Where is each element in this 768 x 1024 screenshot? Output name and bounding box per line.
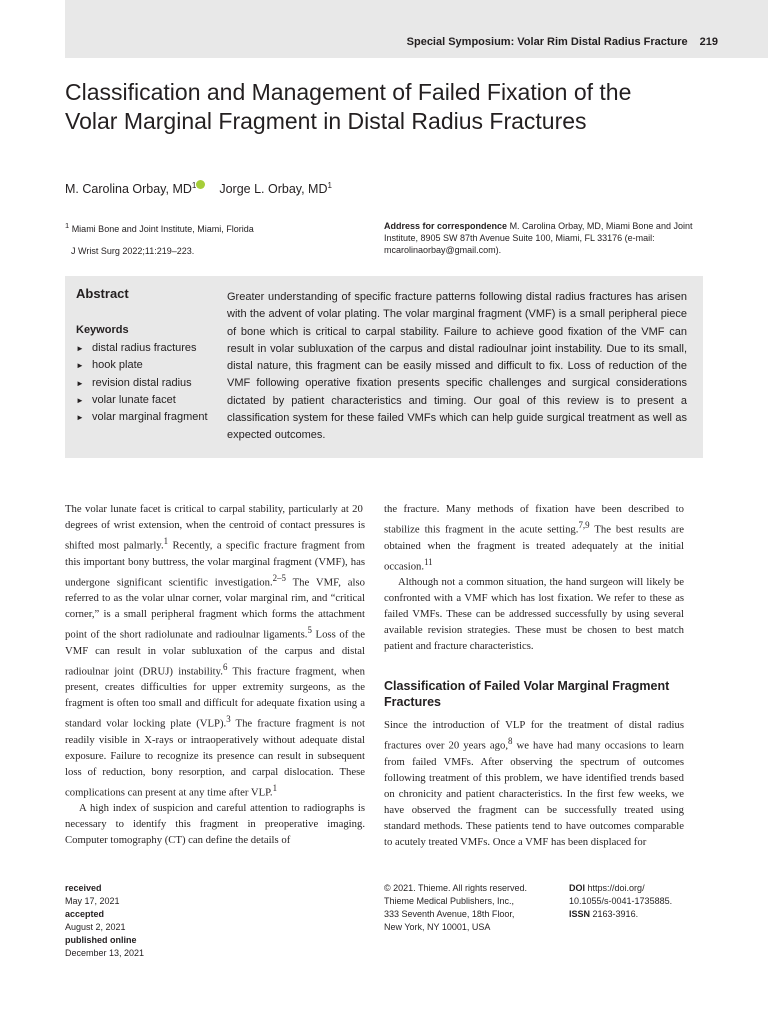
publisher-line: Thieme Medical Publishers, Inc., [384,896,515,906]
publisher-line: New York, NY 10001, USA [384,922,491,932]
reference-mark[interactable]: 1 [272,782,278,793]
section-heading: Classification of Failed Volar Marginal Fragment Fractures [384,679,670,709]
accepted-date: August 2, 2021 [65,922,126,932]
body-column-right-lower [384,717,684,850]
article-dates [65,882,144,960]
doi-link[interactable]: https://doi.org/ [587,883,645,893]
text-run: Recently, a specific fracture fragment from this important bony buttress, the volar marginal fragment (VMF), has undergone significant scientific investigation. [65,539,365,589]
doi-info [569,882,672,921]
text-run: The VMF, also referred to as the volar ulnar corner, volar marginal rim, and “critical corner,” is a small peripheral fragment which forms the attachment point of the short radiolunate and radioulnar ligaments. [65,576,365,641]
keywords-heading: Keywords [76,324,129,336]
keywords-list [76,340,216,426]
issn-value: 2163-3916. [592,909,639,919]
keyword-item: ► hook plate [76,357,216,374]
correspondence-text: M. Carolina Orbay, MD, Miami Bone and Joint Institute, 8905 SW 87th Avenue Suite 100, Miami, FL 33176 (e-mail: mcarolinaorbay@gmail.com). [384,221,693,255]
keyword-item: ► volar marginal fragment [76,409,216,426]
reference-mark[interactable]: 3 [226,714,231,725]
text-run: This fracture fragment, when present, creates difficulties for upper extremity surgeons, as the fragment is often too small and difficult for adequate fixation using a standard volar locking plate (VLP). [65,665,365,730]
text-run: Loss of the VMF can result in volar subluxation of the carpus and distal radioulnar joint (DRUJ) instability. [65,628,365,678]
orcid-icon[interactable] [196,180,205,189]
body-paragraph [65,501,365,800]
text-run: we have had many occasions to learn from failed VMFs. After observing the spectrum of outcomes following treatment of this problem, we have identified trends based on chronicity and patient characteristics. In the first few weeks, we have observed the fragment can be successfully treated using standard methods. These patients tend to have outcomes comparable to acutely treated VMFs. Once a VMF has been displaced for [384,739,684,848]
doi-label: DOI [569,883,586,893]
abstract-heading: Abstract [76,286,129,301]
author-affiliation-mark: 1 [327,180,332,190]
author-name: Jorge L. Orbay, MD [219,182,328,196]
body-paragraph [384,501,684,574]
reference-mark[interactable]: 8 [508,736,513,746]
reference-mark[interactable]: 1 [163,536,169,546]
accepted-label: accepted [65,909,105,919]
publisher-line: 333 Seventh Avenue, 18th Floor, [384,909,515,919]
publisher-line: © 2021. Thieme. All rights reserved. [384,883,528,893]
body-paragraph: Although not a common situation, the hand surgeon will likely be confronted with a VMF which has lost fixation. We refer to these as failed VMFs. These can be addressed successfully by using several available revision strategies. These must be chosen to best match patient and fracture characteristics. [384,576,684,653]
affiliation-mark: 1 [65,221,70,230]
running-head-title: Special Symposium: Volar Rim Distal Radius Fracture [406,36,688,48]
reference-mark[interactable]: 2–5 [272,572,286,583]
reference-mark[interactable]: 6 [222,661,228,672]
body-paragraph: A high index of suspicion and careful attention to radiographs is necessary to identify this fragment in preoperative imaging. Computer tomography (CT) can define the details of [65,802,365,847]
running-head [407,36,718,48]
article-title: Classification and Management of Failed Fixation of the Volar Marginal Fragment in Distal Radius Fractures [65,79,632,134]
text-run: The best results are obtained when the fragment is treated adequately at the initial occasion. [384,523,685,573]
reference-mark[interactable]: 7,9 [578,520,590,530]
author-name: M. Carolina Orbay, MD [65,182,192,196]
body-paragraph [384,717,684,850]
issn-label: ISSN [569,909,591,919]
reference-mark[interactable]: 11 [424,556,433,567]
affiliation-text: Miami Bone and Joint Institute, Miami, Florida [71,224,254,234]
published-date: December 13, 2021 [65,948,145,958]
keyword-item: ► volar lunate facet [76,392,216,409]
page-number: 219 [699,36,718,48]
correspondence-address [384,220,704,256]
publisher-info [384,882,527,934]
abstract-text: Greater understanding of specific fracture patterns following distal radius fractures has arisen with the advent of volar plating. The volar marginal fragment (VMF) is a small peripheral piece of bone which is critical to carpal stability. Failure to achieve good fixation of the VMF can result in volar subluxation of the carpus and distal radioulnar joint instability. Due to its small, distal nature, this fragment can be easily missed and difficult to fix. Loss of reduction of the VMF following operative fixation presents specific challenges and surgical considerations dictated by patient characteristics and timing. Our goal of this review is to present a classification system for these failed VMFs which can help guide surgical treatment as well as expected outcomes. [227,291,687,442]
text-run: The fracture fragment is not readily visible in X-rays or intraoperatively without adequate distal exposure. Failure to recognize its presence can result in subsequent loss of reduction, bony resorption, and carpal dislocation. These complications can present at any time after VLP. [65,717,365,799]
received-date: May 17, 2021 [65,896,120,906]
header-band [65,0,768,58]
affiliation [65,220,254,235]
correspondence-label: Address for correspondence [384,221,508,231]
keyword-item: ► revision distal radius [76,375,216,392]
text-run: the fracture. Many methods of fixation have been described to stabilize this fragment in the acute setting. [384,503,684,536]
doi-link[interactable]: 10.1055/s-0041-1735885. [569,896,673,906]
reference-mark[interactable]: 5 [307,625,312,636]
author-list [65,180,332,196]
keyword-item: ► distal radius fractures [76,340,216,357]
text-run: The volar lunate facet is critical to carpal stability, particularly at 20 degrees of wrist extension, when the centroid of contact pressures is shifted most palmarly. [65,503,365,552]
author-affiliation-mark: 1 [191,180,197,190]
published-label: published online [65,935,137,945]
body-column-right [384,501,684,654]
journal-citation: J Wrist Surg 2022;11:219–223. [71,246,195,256]
body-column-left [65,501,365,848]
text-run: Since the introduction of VLP for the treatment of distal radius fractures over 20 years ago, [384,719,684,752]
received-label: received [65,883,102,893]
